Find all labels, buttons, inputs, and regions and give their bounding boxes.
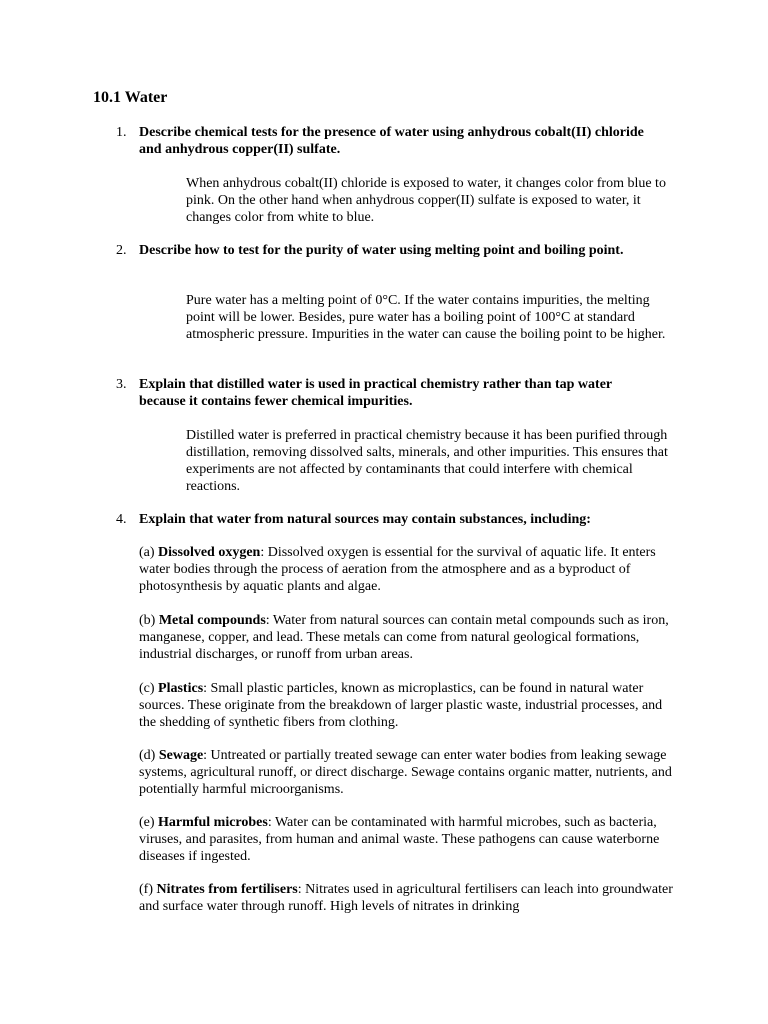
item-term: Sewage [158, 748, 204, 763]
substance-item-nitrates [139, 881, 679, 915]
section-heading: 10.1 Water [93, 89, 168, 106]
item-term: Dissolved oxygen [158, 545, 261, 560]
answer-1: When anhydrous cobalt(II) chloride is exposed to water, it changes color from blue to pink. On the other hand when anhydrous copper(II) sulfate is exposed to water, it changes color from white to blue. [186, 176, 666, 225]
question-number: 2. [116, 243, 127, 258]
answer-3: Distilled water is preferred in practical chemistry because it has been purified through distillation, removing dissolved salts, minerals, and other impurities. This ensures that experiments are not affected by contaminants that could interfere with chemical reactions. [186, 428, 668, 494]
substance-item-plastics [139, 680, 679, 731]
question-3 [116, 376, 656, 410]
item-description: : Dissolved oxygen is essential for the survival of aquatic life. It enters water bodies through the process of aeration from the atmosphere and as a byproduct of photosynthesis by aquatic plants and algae. [139, 545, 656, 594]
item-description: : Water can be contaminated with harmful microbes, such as bacteria, viruses, and parasites, from human and animal waste. These pathogens can cause waterborne diseases if ingested. [139, 815, 660, 864]
item-prefix: (a) [139, 545, 159, 560]
question-text: Explain that distilled water is used in practical chemistry rather than tap water because it contains fewer chemical impurities. [139, 377, 612, 409]
item-term: Harmful microbes [158, 815, 268, 830]
substance-item-metal-compounds [139, 612, 679, 663]
item-term: Metal compounds [158, 613, 266, 628]
question-2 [116, 242, 656, 259]
question-text: Explain that water from natural sources may contain substances, including: [139, 512, 591, 527]
item-term: Plastics [158, 681, 204, 696]
item-prefix: (e) [139, 815, 159, 830]
item-description: : Small plastic particles, known as microplastics, can be found in natural water sources. These originate from the breakdown of larger plastic waste, industrial processes, and the shedding of synthetic fibers from clothing. [139, 681, 663, 730]
item-description: : Untreated or partially treated sewage can enter water bodies from leaking sewage systems, agricultural runoff, or direct discharge. Sewage contains organic matter, nutrients, and potentially harmful microorganisms. [139, 748, 672, 797]
item-description: : Water from natural sources can contain metal compounds such as iron, manganese, copper, and lead. These metals can come from natural geological formations, industrial discharges, or runoff from urban areas. [139, 613, 669, 662]
question-number: 1. [116, 125, 127, 140]
question-number: 3. [116, 377, 127, 392]
item-prefix: (b) [139, 613, 159, 628]
item-term: Nitrates from fertilisers [156, 882, 298, 897]
item-prefix: (d) [139, 748, 159, 763]
question-1 [116, 124, 656, 158]
substance-item-harmful-microbes [139, 814, 679, 865]
question-4 [116, 511, 656, 528]
question-text: Describe how to test for the purity of water using melting point and boiling point. [139, 243, 624, 258]
item-prefix: (f) [139, 882, 157, 897]
item-description: : Nitrates used in agricultural fertilisers can leach into groundwater and surface water through runoff. High levels of nitrates in drinking [139, 882, 673, 914]
substance-item-sewage [139, 747, 679, 798]
question-text: Describe chemical tests for the presence of water using anhydrous cobalt(II) chloride and anhydrous copper(II) sulfate. [139, 125, 644, 157]
answer-2: Pure water has a melting point of 0°C. If the water contains impurities, the melting point will be lower. Besides, pure water has a boiling point of 100°C at standard atmospheric pressure. Impurities in the water can cause the boiling point to be higher. [186, 293, 666, 342]
substance-item-dissolved-oxygen [139, 544, 679, 595]
item-prefix: (c) [139, 681, 159, 696]
question-number: 4. [116, 512, 127, 527]
